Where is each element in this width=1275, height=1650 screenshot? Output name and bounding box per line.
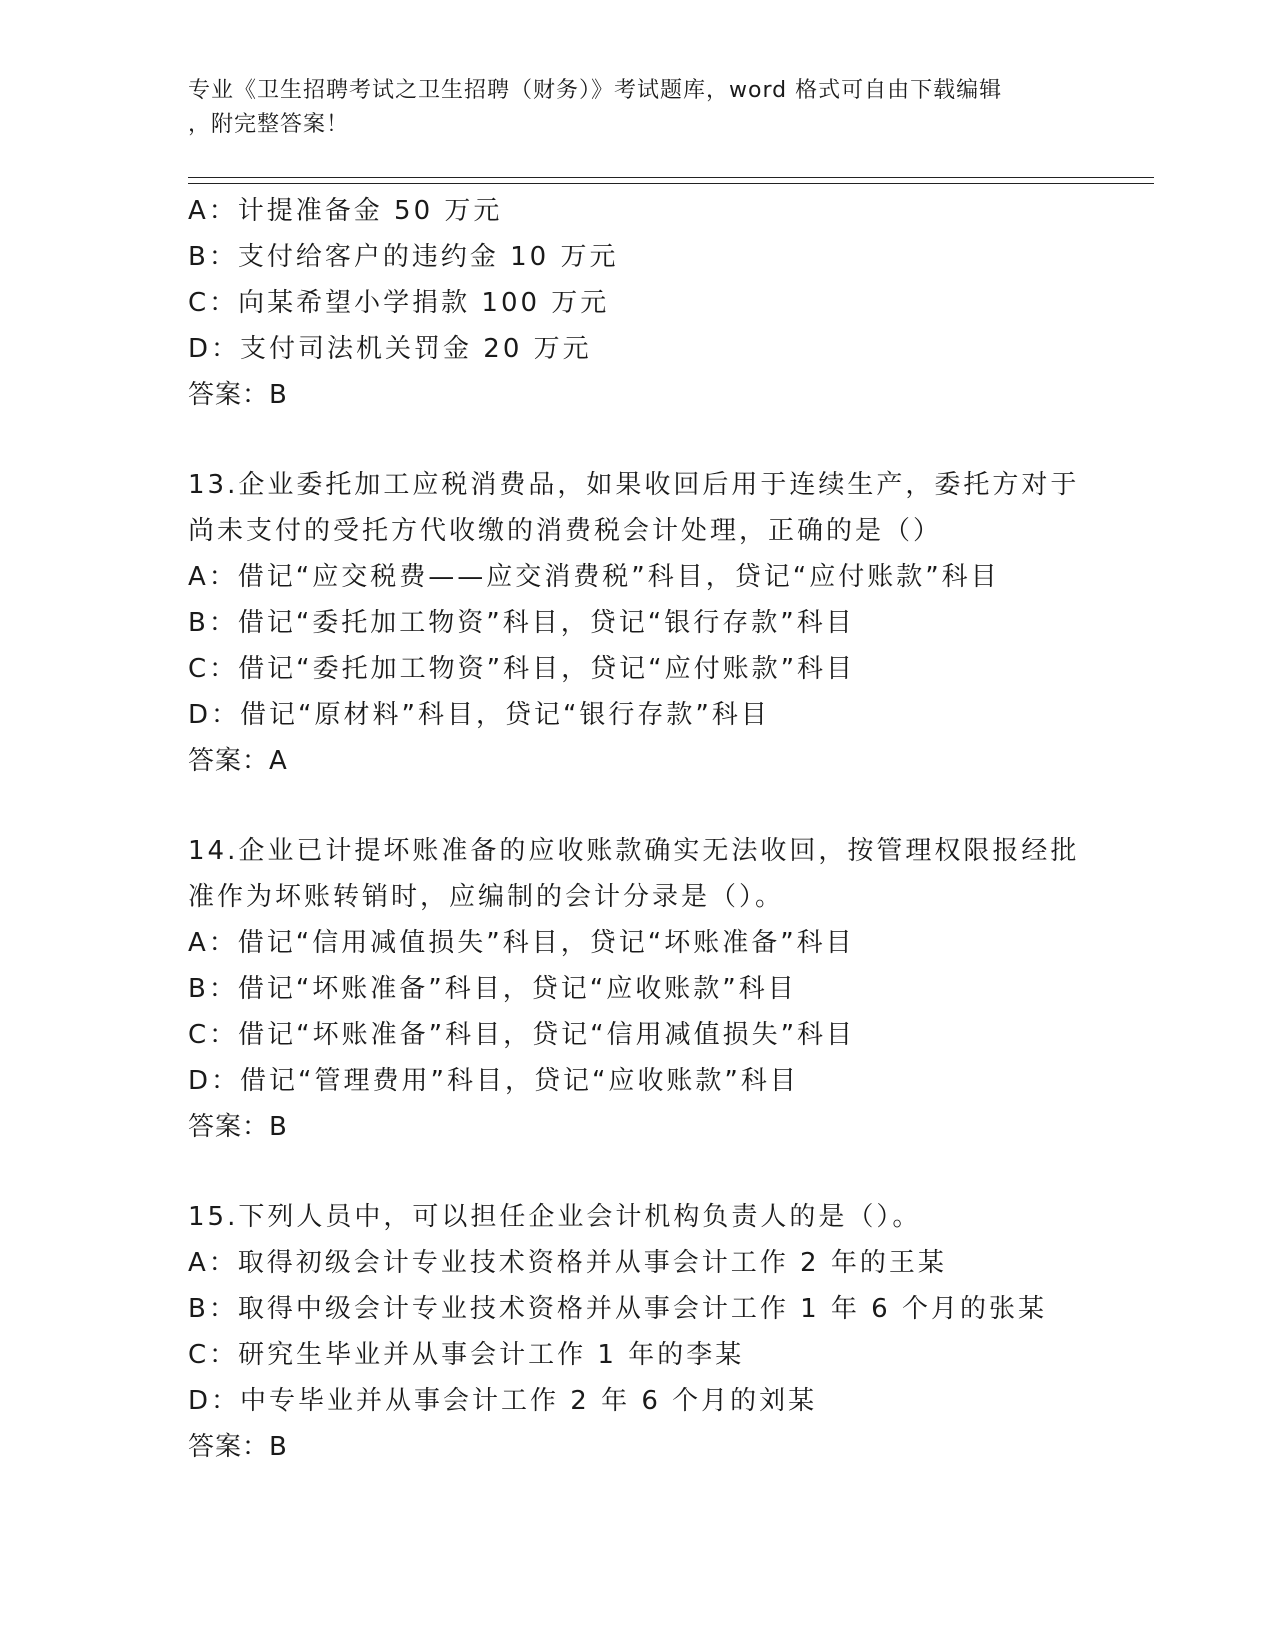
option-d: D：中专毕业并从事会计工作 2 年 6 个月的刘某 (188, 1386, 818, 1416)
option-a: A：计提准备金 50 万元 (188, 196, 503, 226)
header-divider-top (188, 177, 1154, 178)
option-c: C：向某希望小学捐款 100 万元 (188, 288, 610, 318)
answer: 答案：B (188, 380, 288, 410)
header-line-2: ，附完整答案！ (188, 112, 350, 137)
option-b: B：借记“坏账准备”科目，贷记“应收账款”科目 (188, 974, 797, 1004)
question-stem-line-1: 15.下列人员中，可以担任企业会计机构负责人的是（）。 (188, 1202, 922, 1232)
header-line-1: 专业《卫生招聘考试之卫生招聘（财务）》考试题库，word 格式可自由下载编辑 (188, 78, 1003, 103)
question-stem-line-1: 14.企业已计提坏账准备的应收账款确实无法收回，按管理权限报经批 (188, 836, 1080, 866)
question-stem-line-2: 准作为坏账转销时，应编制的会计分录是（）。 (188, 882, 785, 912)
answer: 答案：A (188, 746, 288, 776)
option-a: A：取得初级会计专业技术资格并从事会计工作 2 年的王某 (188, 1248, 947, 1278)
option-b: B：取得中级会计专业技术资格并从事会计工作 1 年 6 个月的张某 (188, 1294, 1047, 1324)
option-c: C：研究生毕业并从事会计工作 1 年的李某 (188, 1340, 745, 1370)
question-15 (188, 1194, 1154, 1470)
question-12 (188, 188, 1154, 418)
document-header (188, 74, 1088, 142)
option-c: C：借记“坏账准备”科目，贷记“信用减值损失”科目 (188, 1020, 856, 1050)
option-b: B：支付给客户的违约金 10 万元 (188, 242, 619, 272)
answer: 答案：B (188, 1112, 288, 1142)
option-d: D：支付司法机关罚金 20 万元 (188, 334, 592, 364)
option-a: A：借记“应交税费——应交消费税”科目，贷记“应付账款”科目 (188, 562, 1000, 592)
question-stem-line-1: 13.企业委托加工应税消费品，如果收回后用于连续生产，委托方对于 (188, 470, 1080, 500)
option-c: C：借记“委托加工物资”科目，贷记“应付账款”科目 (188, 654, 856, 684)
answer: 答案：B (188, 1432, 288, 1462)
option-d: D：借记“原材料”科目，贷记“银行存款”科目 (188, 700, 770, 730)
option-b: B：借记“委托加工物资”科目，贷记“银行存款”科目 (188, 608, 855, 638)
header-divider-bottom (188, 183, 1154, 184)
option-a: A：借记“信用减值损失”科目，贷记“坏账准备”科目 (188, 928, 855, 958)
option-d: D：借记“管理费用”科目，贷记“应收账款”科目 (188, 1066, 799, 1096)
question-stem-line-2: 尚未支付的受托方代收缴的消费税会计处理，正确的是（） (188, 516, 943, 546)
question-list (188, 188, 1154, 1470)
question-13 (188, 462, 1154, 784)
question-14 (188, 828, 1154, 1150)
